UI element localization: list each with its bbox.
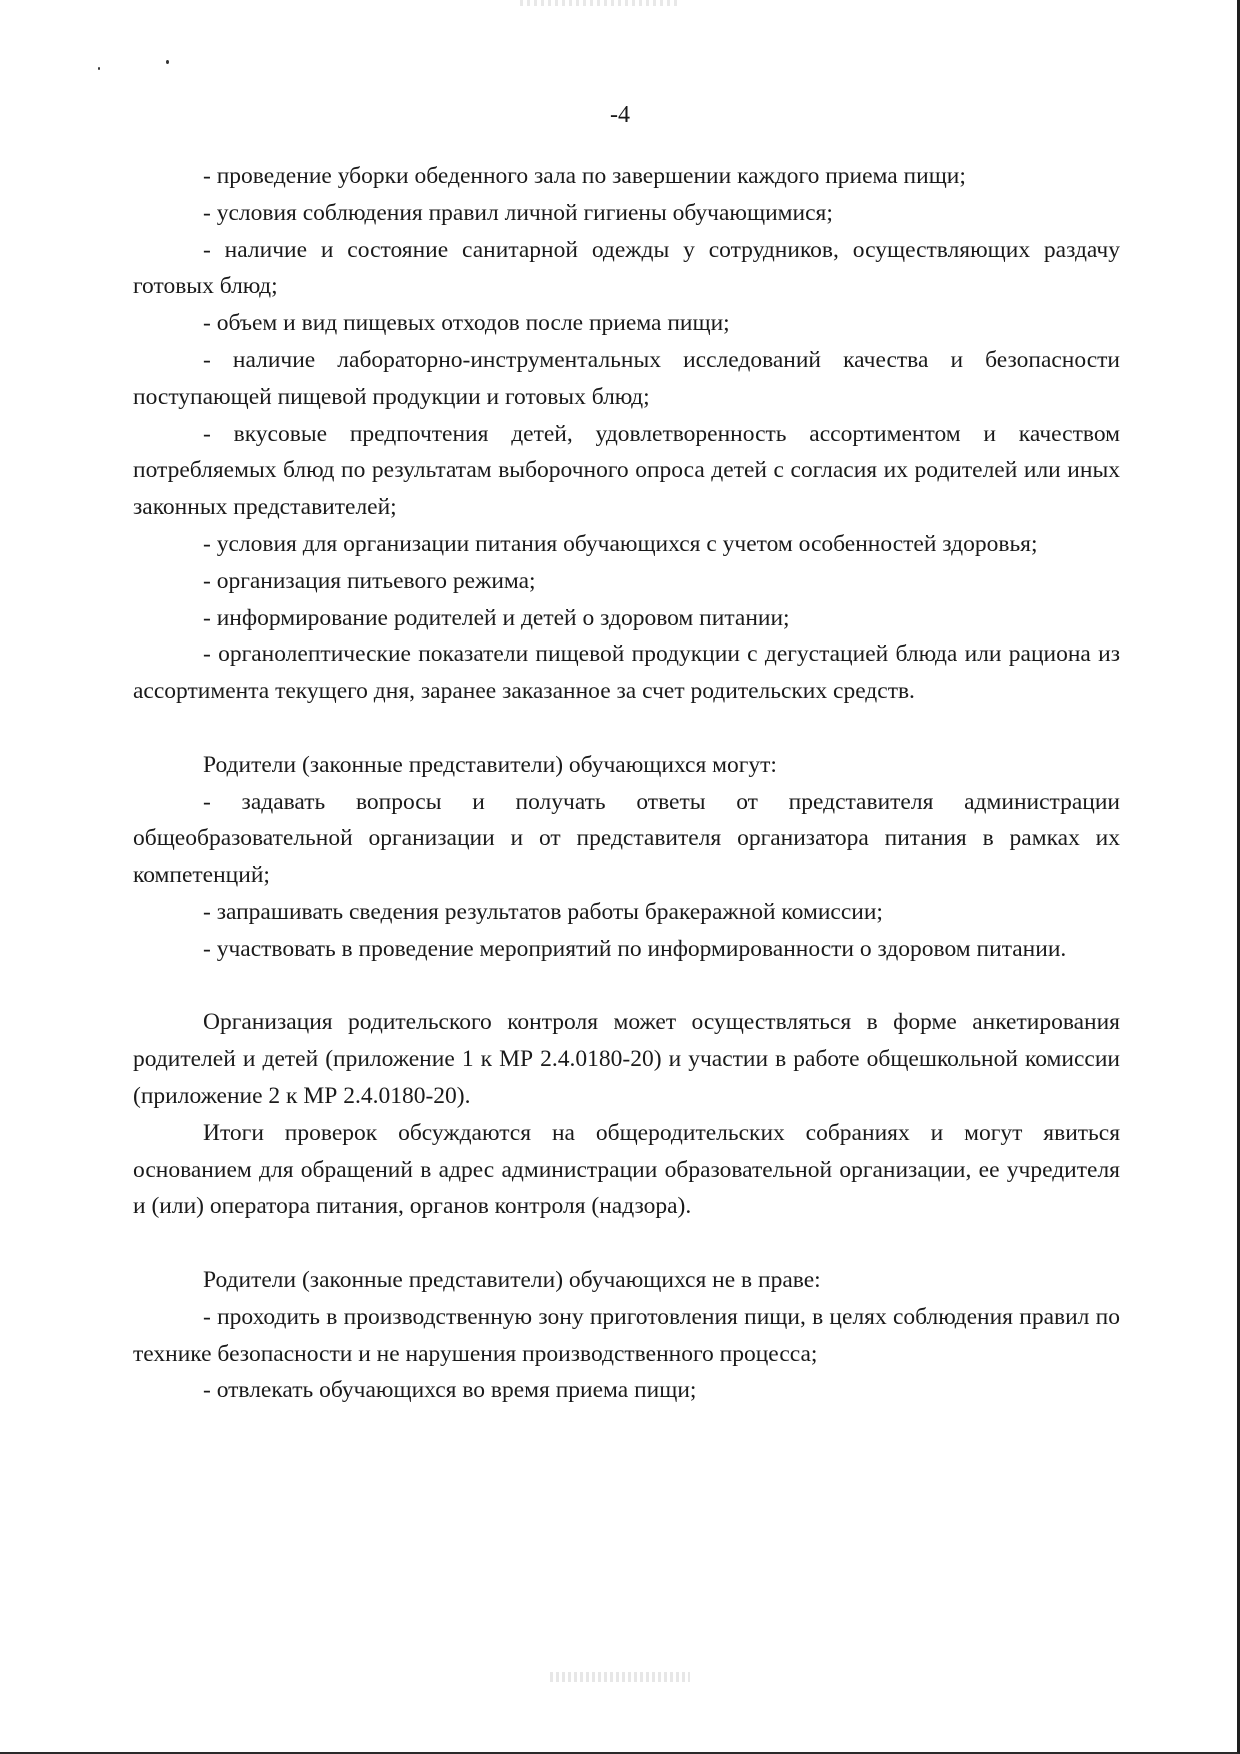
list-item: - органолептические показатели пищевой продукции с дегустацией блюда или рациона из ассортимента текущего дня, заранее заказанное за счет родительских средств. (133, 641, 1120, 705)
body-text (133, 158, 1120, 1409)
list-item: - участвовать в проведение мероприятий по информированности о здоровом питании. (203, 935, 1067, 962)
paragraph: Организация родительского контроля может осуществляться в форме анкетирования родителей и детей (приложение 1 к МР 2.4.0180-20) и участии в работе общешкольной комиссии (приложение 2 к МР 2.4.0180-20). (133, 1009, 1120, 1109)
list-item: - отвлекать обучающихся во время приема пищи; (203, 1377, 697, 1404)
list-item: - проходить в производственную зону приготовления пищи, в целях соблюдения правил по технике безопасности и не нарушения производственного процесса; (133, 1303, 1120, 1367)
list-item: - организация питьевого режима; (203, 567, 536, 594)
list-item: - объем и вид пищевых отходов после приема пищи; (203, 310, 730, 337)
paragraph-gap (133, 968, 1120, 1005)
list-item: - задавать вопросы и получать ответы от представителя администрации общеобразовательной организации и от представителя организатора питания в рамках их компетенций; (133, 788, 1120, 889)
list-item: - вкусовые предпочтения детей, удовлетворенность ассортиментом и качеством потребляемых блюд по результатам выборочного опроса детей с согласия их родителей или иных законных представителей; (133, 420, 1120, 521)
list-item: - информирование родителей и детей о здоровом питании; (203, 604, 790, 631)
paragraph-gap (133, 710, 1120, 747)
list-item: - проведение уборки обеденного зала по завершении каждого приема пищи; (203, 163, 966, 189)
list-item: - запрашивать сведения результатов работы бракеражной комиссии; (203, 898, 883, 925)
list-item: - наличие и состояние санитарной одежды у сотрудников, осуществляющих раздачу готовых блюд; (133, 236, 1120, 300)
list-item: - условия соблюдения правил личной гигиены обучающимися; (203, 199, 833, 226)
scan-artifact-bottom (550, 1672, 690, 1682)
list-item: - условия для организации питания обучающихся с учетом особенностей здоровья; (203, 530, 1038, 557)
section-heading-parents-may: Родители (законные представители) обучающихся могут: (203, 751, 777, 778)
list-item: - наличие лабораторно-инструментальных исследований качества и безопасности поступающей пищевой продукции и готовых блюд; (133, 346, 1120, 410)
page-number: -4 (610, 102, 630, 128)
paragraph: Итоги проверок обсуждаются на общеродительских собраниях и могут явиться основанием для обращений в адрес администрации образовательной организации, ее учредителя и (или) оператора питания, органов контроля (надзора). (133, 1119, 1120, 1220)
section-heading-parents-may-not: Родители (законные представители) обучающихся не в праве: (203, 1266, 821, 1293)
paragraph-gap (133, 1225, 1120, 1262)
scan-speck (98, 67, 100, 70)
scan-speck (166, 60, 169, 64)
scan-artifact-top (520, 0, 680, 6)
